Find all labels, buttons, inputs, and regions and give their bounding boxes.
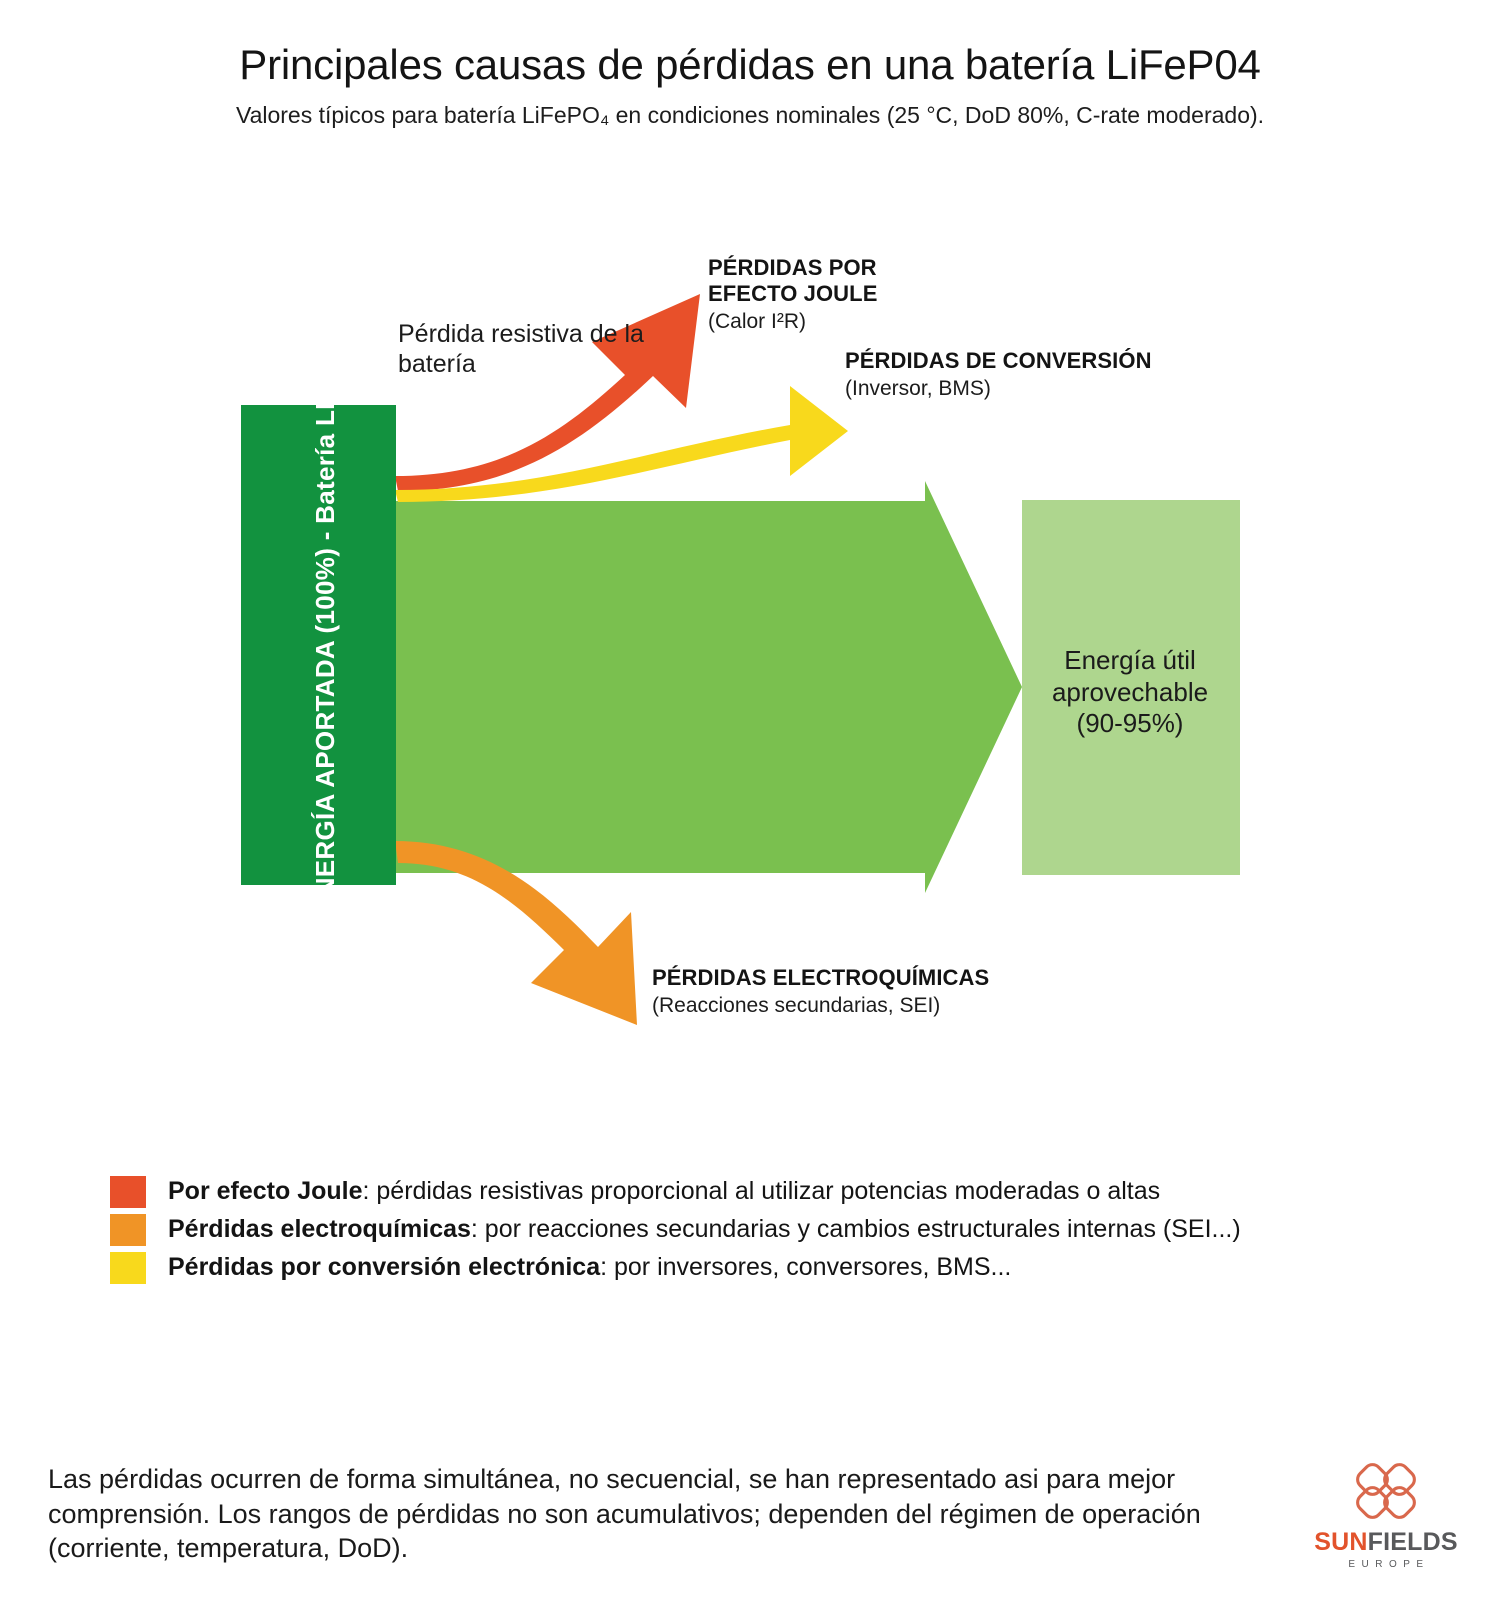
electrochemical-loss-callout [652,965,1072,1019]
legend-term-joule: Por efecto Joule [168,1177,363,1205]
page-title: Principales causas de pérdidas en una batería LiFeP04 [239,41,1261,88]
legend-term-electrochemical: Pérdidas electroquímicas [168,1215,471,1243]
joule-loss-title-line2: EFECTO JOULE [708,280,878,306]
sunfields-wordmark [1296,1528,1476,1557]
electrochemical-loss-title: PÉRDIDAS ELECTROQUÍMICAS [652,965,990,990]
conversion-loss-callout [845,348,1175,402]
useful-output-label [1022,645,1238,740]
sunfields-flower-icon [1349,1456,1423,1526]
legend-label-conversion [146,1251,1011,1284]
conversion-loss-subtitle: (Inversor, BMS) [845,376,991,400]
joule-loss-title-line1: PÉRDIDAS POR [708,255,877,280]
useful-output-line2: aprovechable [1051,676,1209,707]
legend-label-electrochemical [146,1213,1241,1246]
energy-input-bar-label: ENERGÍA APORTADA (100%) - Batería LFP [310,376,340,914]
logo-tagline: EUROPE [1348,1559,1430,1570]
legend-label-joule [146,1175,1160,1208]
legend-item-electrochemical [110,1213,1440,1251]
joule-loss-callout [708,255,968,335]
legend-desc-conversion: : por inversores, conversores, BMS... [600,1253,1012,1281]
legend-swatch-electrochemical [110,1214,146,1246]
useful-energy-arrow [395,481,1022,893]
footnote: Las pérdidas ocurren de forma simultánea, no secuencial, se han representado asi para mejor comprensión. Los rangos de pérdidas no son acumulativos; dependen del régimen de operación (corriente, temperatura, DoD). [48,1464,1201,1564]
logo-word-fields: FIELDS [1367,1528,1458,1556]
energy-flow-diagram [0,190,1500,1090]
page-subtitle: Valores típicos para batería LiFePO₄ en condiciones nominales (25 °C, DoD 80%, C-rate moderado). [235,102,1265,129]
legend-term-conversion: Pérdidas por conversión electrónica [168,1253,601,1281]
legend-swatch-conversion [110,1252,146,1284]
legend-desc-joule: : pérdidas resistivas proporcional al utilizar potencias moderadas o altas [362,1177,1161,1205]
electrochemical-loss-subtitle: (Reacciones secundarias, SEI) [652,993,941,1017]
logo-word-sun: SUN [1314,1528,1368,1556]
useful-output-line3: (90-95%) [1076,708,1184,739]
header [0,0,1500,130]
conversion-loss-title: PÉRDIDAS DE CONVERSIÓN [845,348,1152,373]
sunfields-logo [1296,1456,1476,1570]
legend-item-joule [110,1175,1440,1213]
legend-swatch-joule [110,1176,146,1208]
resistive-loss-note: Pérdida resistiva de la batería [398,320,644,378]
legend-item-conversion [110,1251,1440,1289]
joule-loss-subtitle: (Calor I²R) [708,309,806,333]
legend-desc-electrochemical: : por reacciones secundarias y cambios estructurales internas (SEI...) [470,1215,1241,1243]
legend [110,1175,1440,1289]
useful-output-line1: Energía útil [1064,645,1196,675]
